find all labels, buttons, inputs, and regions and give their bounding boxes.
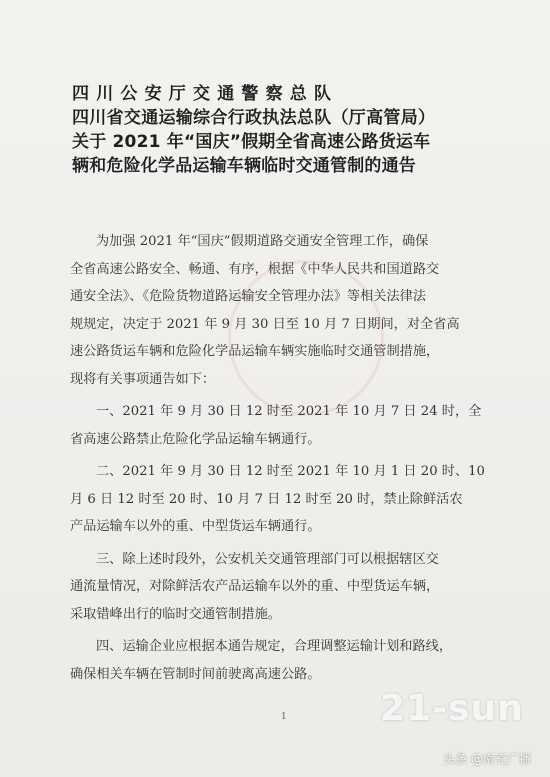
title-line-3: 关于 2021 年“国庆”假期全省高速公路货运车 xyxy=(72,132,431,152)
body-line: 一、2021 年 9 月 30 日 12 时至 2021 年 10 月 7 日 24 时，全 xyxy=(96,404,482,419)
body-line: 通流量情况，对除鲜活农产品运输车以外的重、中型货运车辆， xyxy=(70,579,440,594)
body-line: 产品运输车以外的重、中型货运车辆通行。 xyxy=(70,519,321,534)
body-line: 规规定，决定于 2021 年 9 月 30 日至 10 月 7 日期间，对全省高 xyxy=(70,316,460,332)
title-line-2: 四川省交通运输综合行政执法总队（厅高管局） xyxy=(72,108,436,128)
body-line: 三、除上述时段外，公安机关交通管理部门可以根据辖区交 xyxy=(96,551,439,567)
brand-watermark: 21-sun xyxy=(380,688,524,729)
title-line-4: 辆和危险化学品运输车辆临时交通管制的通告 xyxy=(72,156,416,176)
body-line: 通安全法》、《危险货物道路运输安全管理办法》等相关法律法 xyxy=(70,289,427,304)
body-line: 省高速公路禁止危险化学品运输车辆通行。 xyxy=(70,431,321,447)
body-line: 确保相关车辆在管制时间前驶离高速公路。 xyxy=(70,666,321,682)
body-line: 全省高速公路安全、畅通、有序，根据《中华人民共和国道路交 xyxy=(70,261,440,277)
body-line: 速公路货运车辆和危险化学品运输车辆实施临时交通管制措施， xyxy=(70,344,440,359)
notice-body xyxy=(70,228,500,688)
body-line: 月 6 日 12 时至 20 时、10 月 7 日 12 时至 20 时，禁止除鲜活农 xyxy=(70,491,463,507)
body-line: 二、2021 年 9 月 30 日 12 时至 2021 年 10 月 1 日 20 时、10 xyxy=(96,464,485,479)
body-line: 现将有关事项通告如下： xyxy=(70,371,216,387)
page-number: 1 xyxy=(281,712,287,722)
source-watermark: 头条 @南充广播 xyxy=(443,752,531,766)
title-line-1: 四川公安厅交通警察总队 xyxy=(72,84,339,104)
body-line: 为加强 2021 年“国庆”假期道路交通安全管理工作，确保 xyxy=(96,234,429,249)
body-line: 四、运输企业应根据本通告规定，合理调整运输计划和路线， xyxy=(96,639,453,654)
body-line: 采取错峰出行的临时交通管制措施。 xyxy=(70,606,281,622)
notice-title xyxy=(72,82,492,178)
